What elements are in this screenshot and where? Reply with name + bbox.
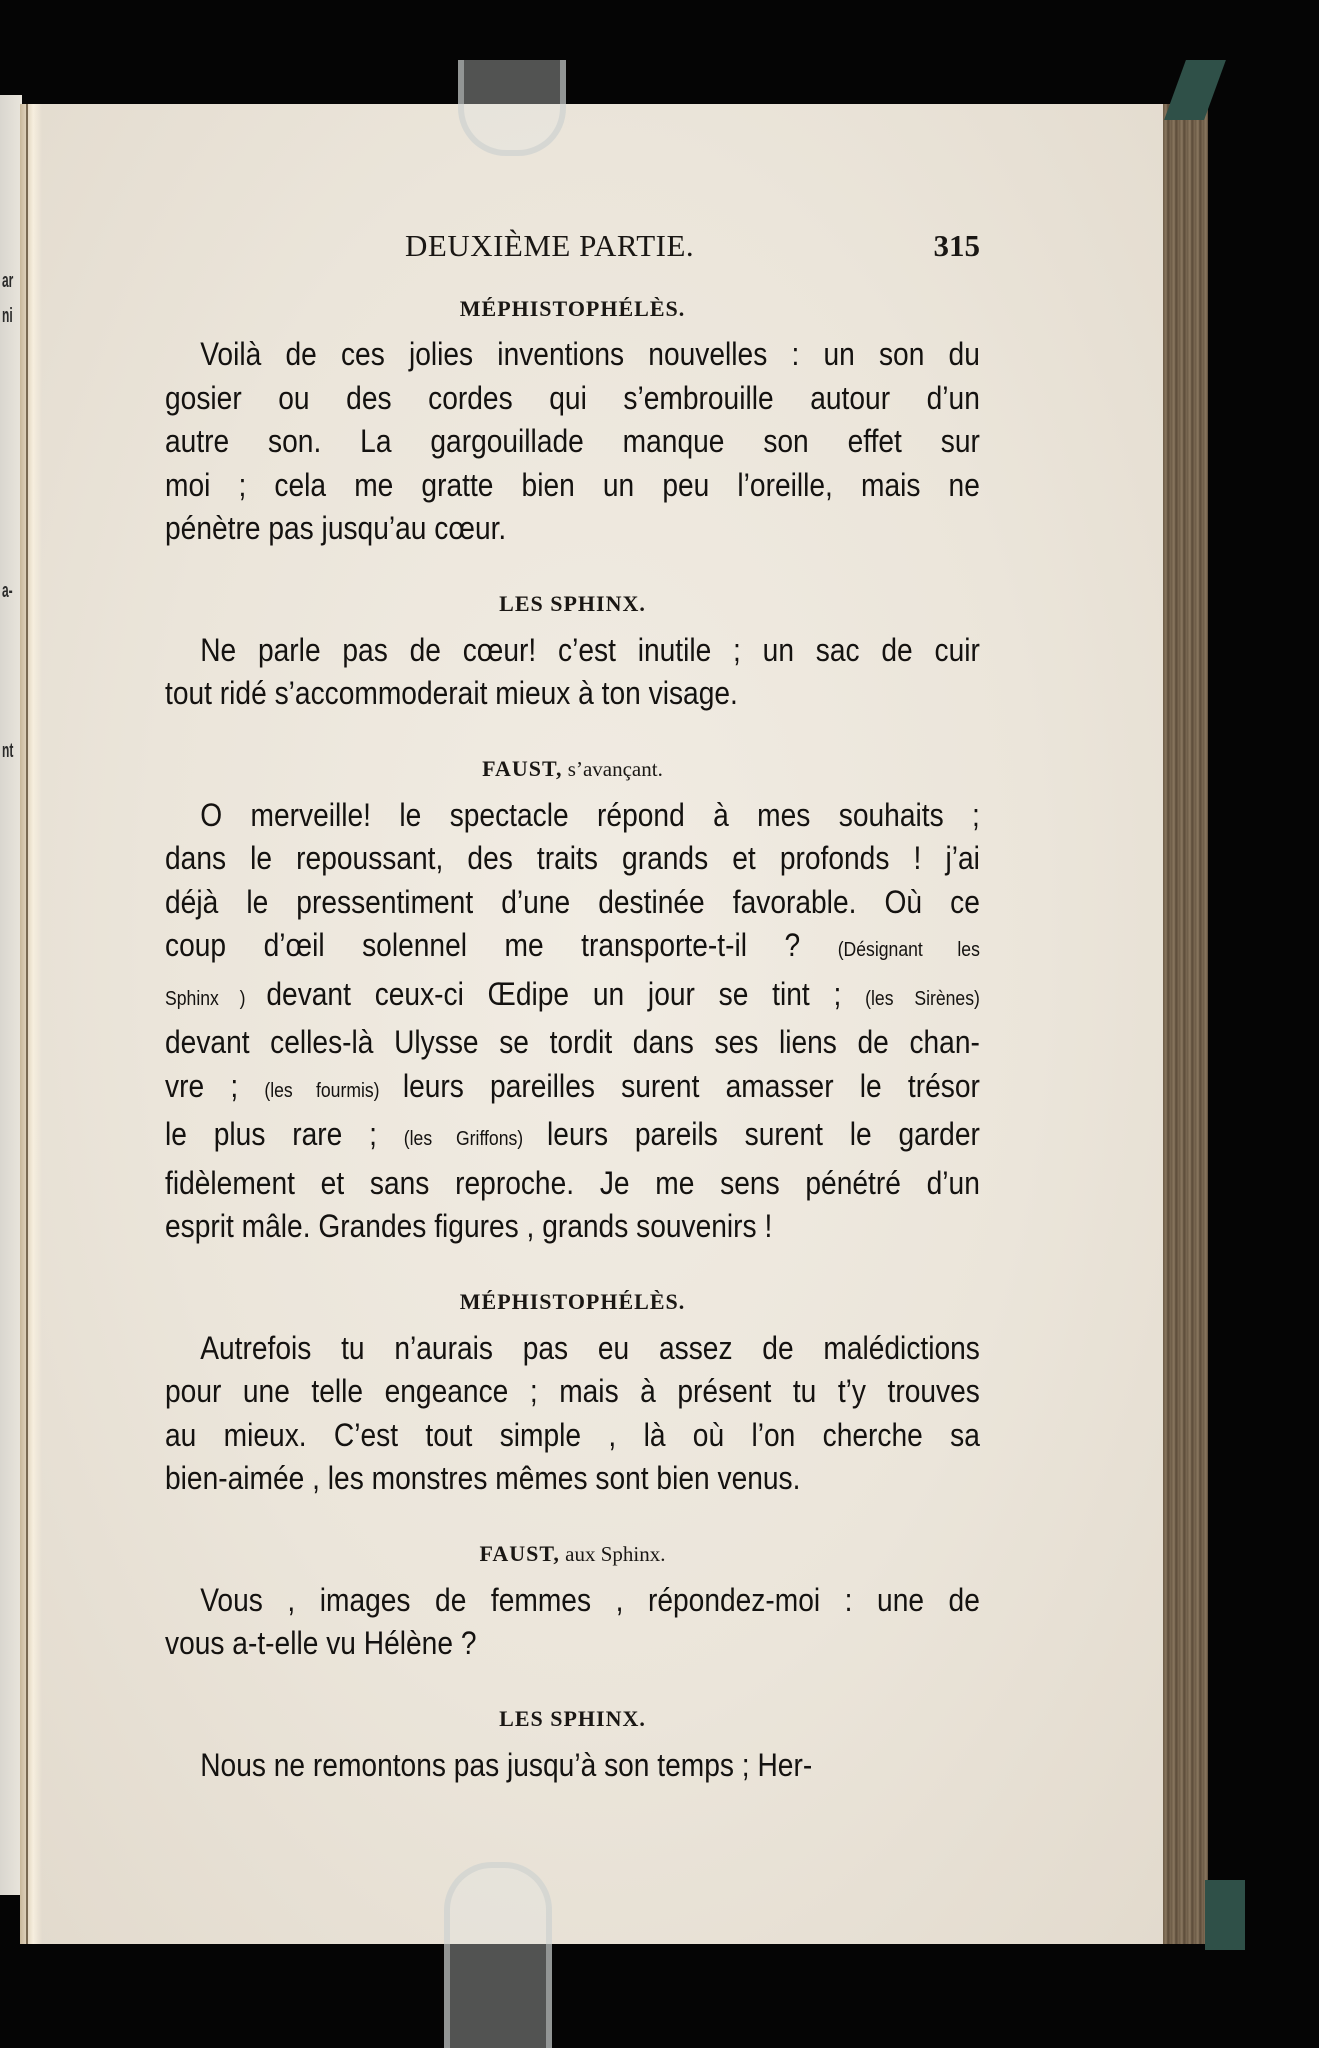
- text-line: au mieux. C’est tout simple , là où l’on cherche sa: [165, 1416, 980, 1453]
- text-line: O merveille! le spectacle répond à mes souhaits ;: [200, 796, 980, 833]
- speech-paragraph: [165, 629, 980, 716]
- text-line: coup d’œil solennel me transporte-t-il ? (Désignant les: [165, 927, 980, 963]
- text-line: tout ridé s’accommoderait mieux à ton visage.: [165, 675, 738, 711]
- text-line: gosier ou des cordes qui s’embrouille autour d’un: [165, 379, 980, 416]
- speaker-heading: [165, 285, 980, 333]
- text-line: déjà le pressentiment d’une destinée favorable. Où ce: [165, 883, 980, 920]
- text-line: esprit mâle. Grandes figures , grands souvenirs !: [165, 1208, 773, 1244]
- text-line: le plus rare ; (les Griffons) leurs pareils surent le garder: [165, 1116, 980, 1152]
- text-line: fidèlement et sans reproche. Je me sens pénétré d’un: [165, 1164, 980, 1201]
- cover-corner-bottom: [1205, 1880, 1245, 1950]
- speaker-heading: [165, 1529, 980, 1579]
- page-content: [165, 285, 980, 1787]
- speaker-name: FAUST,: [479, 1540, 560, 1566]
- speaker-name: MÉPHISTOPHÉLÈS.: [459, 1288, 686, 1314]
- left-page-sliver: [0, 95, 22, 1895]
- speech-paragraph: [165, 794, 980, 1249]
- text-line: Vous , images de femmes , répondez-moi : une de: [200, 1581, 980, 1618]
- text-line: pénètre pas jusqu’au cœur.: [165, 510, 507, 546]
- speaker-heading: [165, 1694, 980, 1744]
- page-clip-bottom: [444, 1862, 552, 2048]
- speech-paragraph: [165, 1579, 980, 1666]
- page-clip-top: [458, 60, 566, 156]
- stage-direction: aux Sphinx.: [559, 1541, 666, 1566]
- text-line: vre ; (les fourmis) leurs pareilles surent amasser le trésor: [165, 1067, 980, 1104]
- running-head: [165, 228, 980, 268]
- left-page-fragment: a-: [2, 580, 13, 602]
- stage-aside: Sphinx ): [165, 987, 267, 1010]
- text-line: bien-aimée , les monstres mêmes sont bien venus.: [165, 1460, 801, 1496]
- left-page-fragment: ar: [2, 270, 14, 292]
- page-gutter: [20, 104, 42, 1944]
- stage-aside: (les fourmis): [264, 1079, 403, 1102]
- running-title: DEUXIÈME PARTIE.: [405, 228, 695, 263]
- text-line: Ne parle pas de cœur! c’est inutile ; un sac de cuir: [200, 631, 980, 668]
- page-number: 315: [933, 228, 980, 263]
- speaker-name: MÉPHISTOPHÉLÈS.: [459, 296, 686, 321]
- left-page-fragment: nt: [2, 740, 14, 762]
- speaker-heading: [165, 579, 980, 629]
- cover-corner-top: [1164, 60, 1226, 120]
- text-line: moi ; cela me gratte bien un peu l’oreille, mais ne: [165, 466, 980, 503]
- text-line: autre son. La gargouillade manque son effet sur: [165, 423, 980, 459]
- page-fore-edge: [1163, 104, 1208, 1944]
- text-line: vous a-t-elle vu Hélène ?: [165, 1625, 477, 1661]
- stage-direction: s’avançant.: [562, 756, 663, 781]
- stage-aside: (Désignant les: [837, 939, 980, 961]
- text-line: dans le repoussant, des traits grands et profonds ! j’ai: [165, 840, 980, 876]
- text-line: Autrefois tu n’aurais pas eu assez de malédictions: [200, 1329, 980, 1366]
- speech-paragraph: [165, 333, 980, 551]
- text-line: Sphinx ) devant ceux-ci Œdipe un jour se tint ; (les Sirènes): [165, 975, 980, 1012]
- speaker-heading: [165, 1277, 980, 1327]
- text-line: Nous ne remontons pas jusqu’à son temps ; Her-: [200, 1746, 813, 1783]
- stage-aside: (les Sirènes): [865, 987, 980, 1010]
- gutter-crease: [26, 104, 28, 1944]
- speaker-name: LES SPHINX.: [499, 1705, 646, 1731]
- speaker-name: LES SPHINX.: [499, 590, 646, 616]
- text-line: devant celles-là Ulysse se tordit dans ses liens de chan-: [165, 1024, 980, 1060]
- speech-paragraph: [165, 1744, 980, 1788]
- text-line: Voilà de ces jolies inventions nouvelles : un son du: [200, 336, 980, 372]
- speaker-name: FAUST,: [482, 755, 563, 781]
- text-line: pour une telle engeance ; mais à présent tu t’y trouves: [165, 1373, 980, 1409]
- stage-aside: (les Griffons): [403, 1128, 548, 1150]
- left-page-fragment: ni: [2, 305, 13, 327]
- speaker-heading: [165, 744, 980, 794]
- speech-paragraph: [165, 1327, 980, 1501]
